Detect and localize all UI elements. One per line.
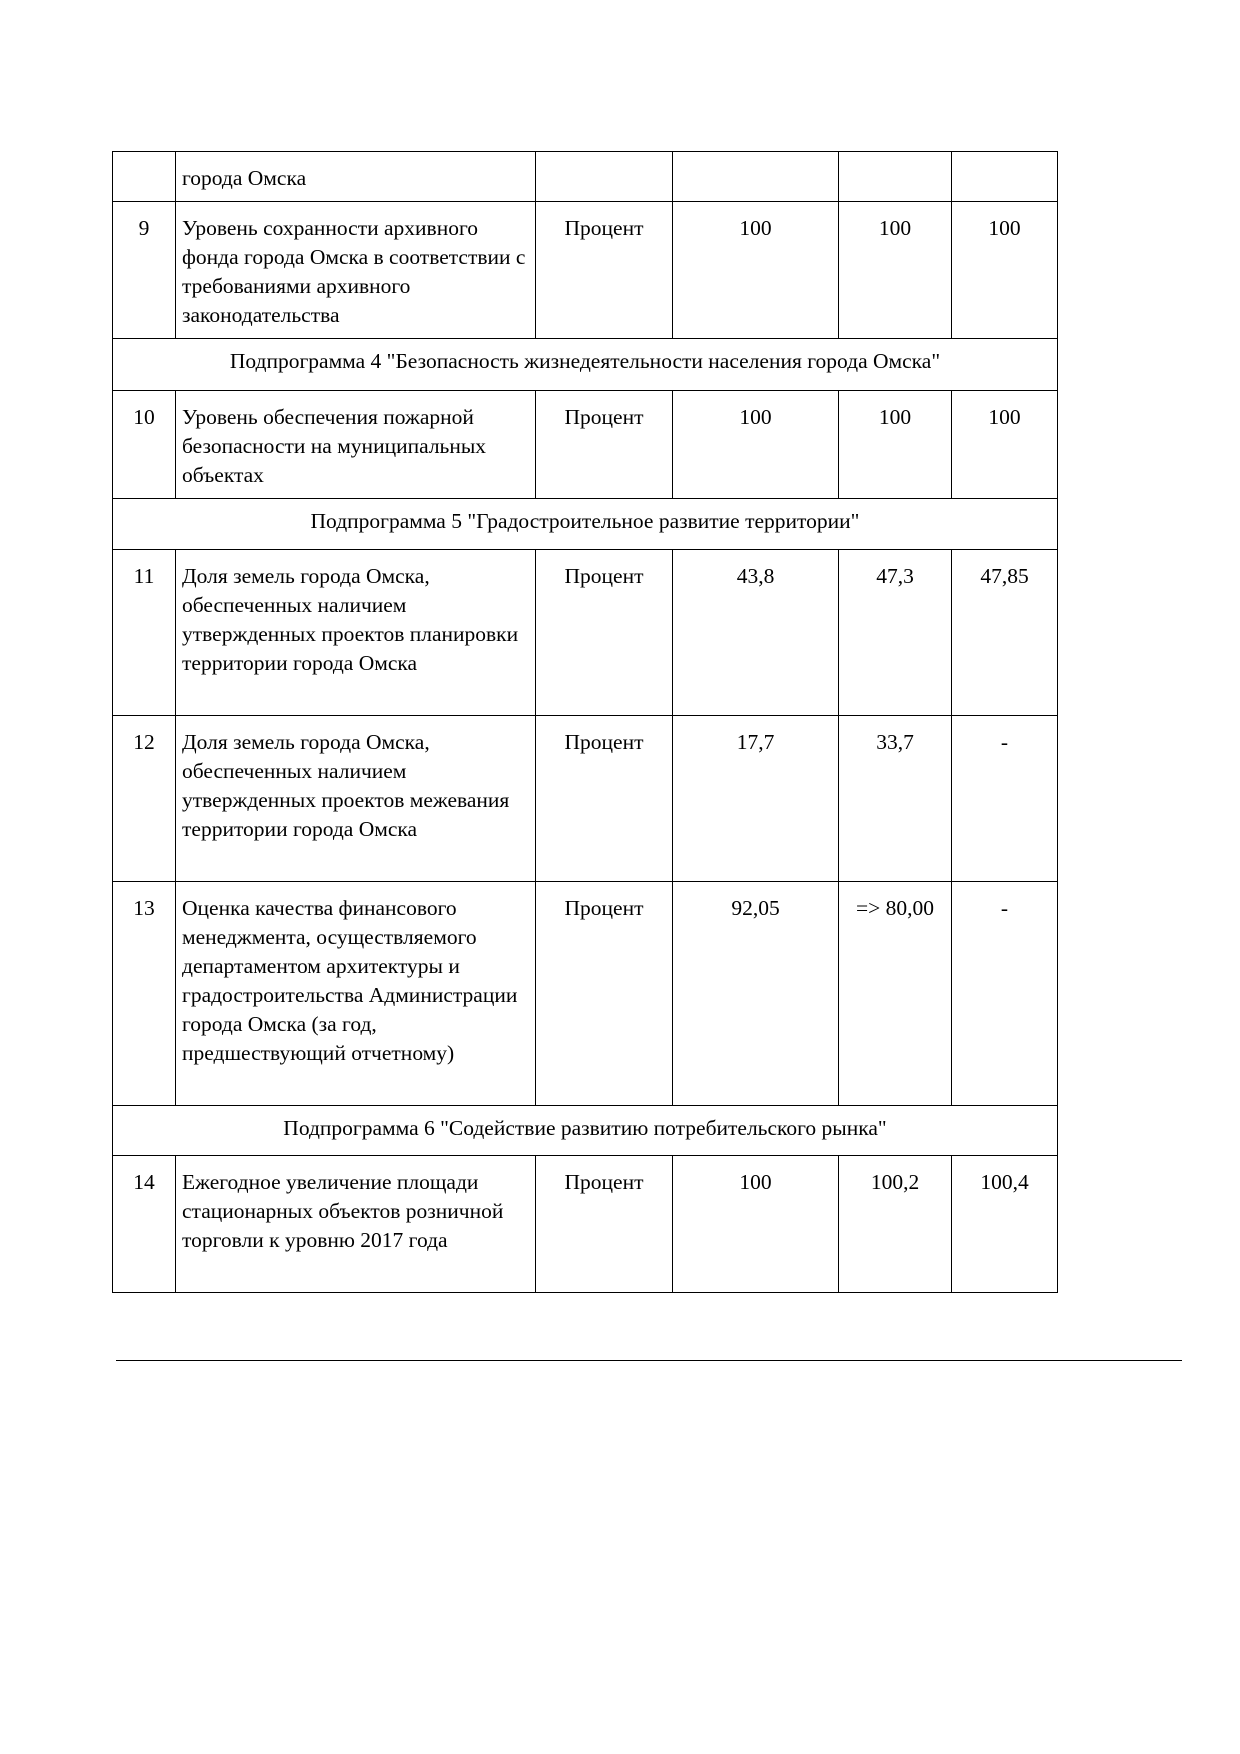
indicator-name: Оценка качества финансового менеджмента, осуществляемого департаментом архитектуры и градостроительства Администрации города Омска (за год, предшествующий отчетному) [176,882,536,1106]
row-number: 12 [113,716,176,882]
value-3: - [952,882,1058,1106]
unit: Процент [536,1156,673,1293]
footer-rule [116,1360,1182,1361]
value-3: 100 [952,391,1058,499]
value-2 [839,152,952,202]
value-3 [952,152,1058,202]
value-2: 47,3 [839,550,952,716]
value-1: 92,05 [673,882,839,1106]
value-2: 100 [839,391,952,499]
row-number [113,152,176,202]
value-1: 43,8 [673,550,839,716]
value-2: 100 [839,202,952,339]
value-3: 47,85 [952,550,1058,716]
value-1: 100 [673,391,839,499]
unit: Процент [536,391,673,499]
indicator-name: Доля земель города Омска, обеспеченных наличием утвержденных проектов планировки территории города Омска [176,550,536,716]
subprogram-title: Подпрограмма 5 "Градостроительное развитие территории" [113,499,1058,550]
value-1: 17,7 [673,716,839,882]
row-number: 14 [113,1156,176,1293]
row-number: 9 [113,202,176,339]
indicators-table [112,151,1058,1293]
row-number: 11 [113,550,176,716]
value-3: - [952,716,1058,882]
subprogram-row [113,1106,1058,1156]
table-row [113,550,1058,716]
row-number: 13 [113,882,176,1106]
unit [536,152,673,202]
unit: Процент [536,550,673,716]
unit: Процент [536,202,673,339]
indicator-name: Уровень сохранности архивного фонда города Омска в соответствии с требованиями архивного законодательства [176,202,536,339]
subprogram-row [113,339,1058,391]
table-row [113,1156,1058,1293]
value-1: 100 [673,1156,839,1293]
value-2: => 80,00 [839,882,952,1106]
unit: Процент [536,716,673,882]
table-row [113,716,1058,882]
value-2: 100,2 [839,1156,952,1293]
row-number: 10 [113,391,176,499]
subprogram-title: Подпрограмма 6 "Содействие развитию потребительского рынка" [113,1106,1058,1156]
value-1: 100 [673,202,839,339]
unit: Процент [536,882,673,1106]
value-1 [673,152,839,202]
value-3: 100,4 [952,1156,1058,1293]
subprogram-row [113,499,1058,550]
table-row [113,882,1058,1106]
indicator-name: Ежегодное увеличение площади стационарных объектов розничной торговли к уровню 2017 года [176,1156,536,1293]
indicator-name: города Омска [176,152,536,202]
indicator-name: Доля земель города Омска, обеспеченных наличием утвержденных проектов межевания территории города Омска [176,716,536,882]
table-row [113,152,1058,202]
table-row [113,202,1058,339]
subprogram-title: Подпрограмма 4 "Безопасность жизнедеятельности населения города Омска" [113,339,1058,391]
value-3: 100 [952,202,1058,339]
value-2: 33,7 [839,716,952,882]
table-row [113,391,1058,499]
indicator-name: Уровень обеспечения пожарной безопасности на муниципальных объектах [176,391,536,499]
